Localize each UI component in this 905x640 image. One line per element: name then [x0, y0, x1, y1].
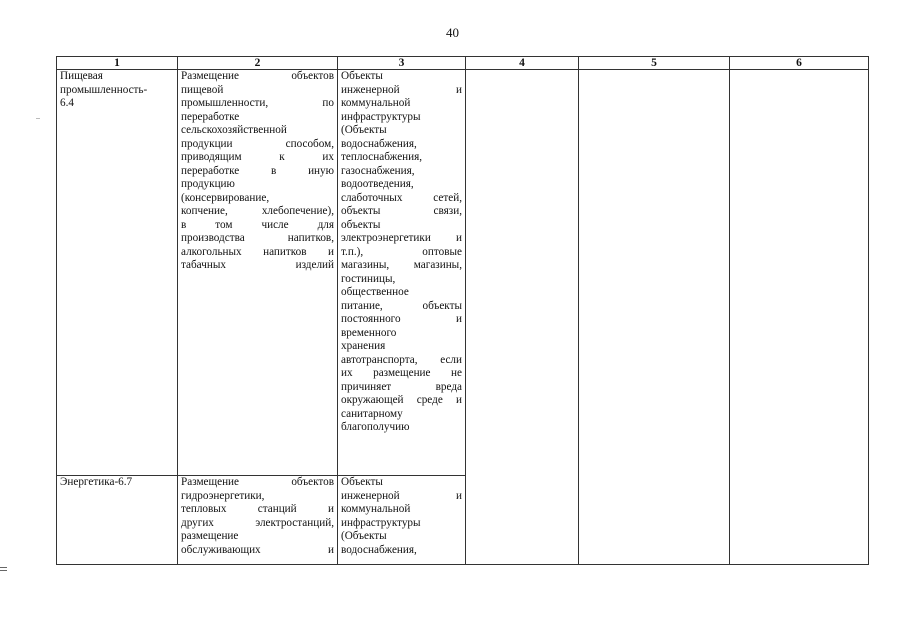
- table-header-row: [57, 57, 869, 70]
- table-row: [57, 70, 869, 476]
- col-4-cell: [466, 70, 579, 565]
- row-1-allowed-objects: Объекты инженерной и коммунальной инфраструктуры (Объекты водоснабжения, теплоснабжения, газоснабжения, водоотведения, слаботочных сетей, объекты связи, объекты электроэнергетики и т.п.), оптовые магазины, магазины, гостиницы, общественное питание, объекты постоянного и временного хранения автотранспорта, если их размещение не причиняет вреда окружающей среде и санитарному благополучию: [338, 70, 466, 476]
- col-6-cell: [730, 70, 869, 565]
- row-2-description: Размещение объектов гидроэнергетики, тепловых станций и других электростанций, размещение обслуживающих и: [178, 476, 338, 565]
- page-number: 40: [446, 25, 459, 40]
- col-5-cell: [579, 70, 730, 565]
- row-1-description: Размещение объектов пищевой промышленности, по переработке сельскохозяйственной продукции способом, приводящим к их переработке в иную продукцию (консервирование, копчение, хлебопечение), в том числе для производства напитков, алкогольных напитков и табачных изделий: [178, 70, 338, 476]
- zoning-table: [56, 56, 869, 565]
- header-col-5: 5: [579, 57, 730, 70]
- scan-edge-mark: [0, 567, 7, 574]
- header-col-3: 3: [338, 57, 466, 70]
- header-col-1: 1: [57, 57, 178, 70]
- header-col-4: 4: [466, 57, 579, 70]
- margin-mark: [36, 118, 40, 119]
- header-col-2: 2: [178, 57, 338, 70]
- header-col-6: 6: [730, 57, 869, 70]
- row-2-allowed-objects: Объекты инженерной и коммунальной инфраструктуры (Объекты водоснабжения,: [338, 476, 466, 565]
- row-2-land-use-type: Энергетика-6.7: [57, 476, 178, 565]
- row-1-land-use-type: Пищевая промышленность- 6.4: [57, 70, 178, 476]
